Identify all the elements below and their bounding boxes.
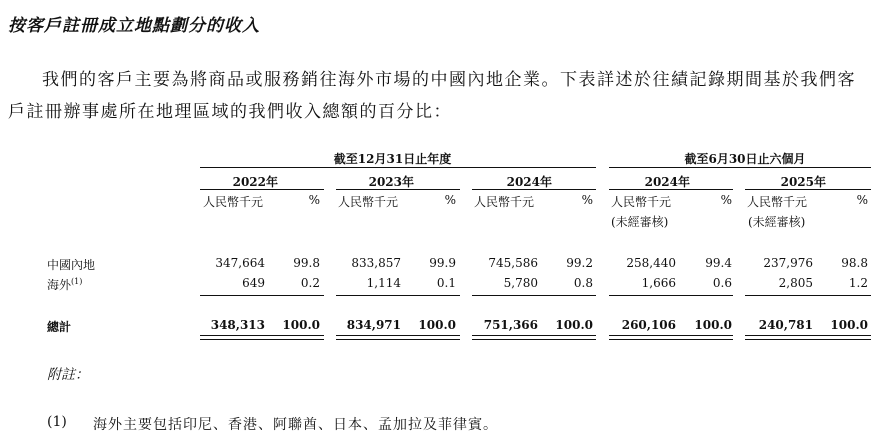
total-double-rule <box>745 335 871 340</box>
intro-paragraph: 我們的客戶主要為將商品或服務銷往海外市場的中國內地企業。下表詳述於往績記錄期間基於我們客戶註冊辦事處所在地理區域的我們收入總額的百分比： <box>8 70 856 122</box>
total-cell: 260,106 <box>621 318 676 332</box>
group-rule-years <box>200 167 596 168</box>
year-header-2025-h1: 2025年 <box>780 175 826 189</box>
table-cell: 99.2 <box>566 256 593 270</box>
unaudited-note: (未經審核) <box>611 215 669 229</box>
footnote-ref: (1) <box>71 277 83 286</box>
pct-header: % <box>856 193 868 207</box>
table-cell: 99.8 <box>293 256 320 270</box>
year-header-2024-h1: 2024年 <box>644 175 690 189</box>
notes-title: 附註： <box>47 367 89 383</box>
total-cell: 100.0 <box>282 318 320 332</box>
year-header-2024: 2024年 <box>506 175 552 189</box>
table-cell: 347,664 <box>215 256 265 270</box>
row-label-total: 總計 <box>47 320 72 334</box>
total-double-rule <box>609 335 733 340</box>
total-cell: 100.0 <box>418 318 456 332</box>
row-label-mainland: 中國內地 <box>47 258 96 272</box>
year-header-2022: 2022年 <box>232 175 278 189</box>
total-cell: 240,781 <box>758 318 813 332</box>
table-cell: 0.1 <box>436 276 456 290</box>
unaudited-note: (未經審核) <box>748 215 806 229</box>
year-rule-2023 <box>336 189 460 190</box>
total-cell: 348,313 <box>210 318 265 332</box>
unit-header: 人民幣千元 <box>747 195 808 209</box>
subtotal-rule <box>609 295 733 296</box>
subtotal-rule <box>745 295 871 296</box>
footnote-number: (1) <box>47 414 67 430</box>
year-rule-2024-h1 <box>609 189 733 190</box>
group-header-six-months: 截至6月30日止六個月 <box>684 152 806 166</box>
total-cell: 100.0 <box>694 318 732 332</box>
total-double-rule <box>336 335 460 340</box>
table-cell: 0.6 <box>712 276 732 290</box>
pct-header: % <box>308 193 320 207</box>
table-cell: 649 <box>242 276 265 290</box>
section-heading: 按客戶註冊成立地點劃分的收入 <box>8 16 260 36</box>
year-header-2023: 2023年 <box>368 175 414 189</box>
row-label-overseas: 海外$^{(1)}$ <box>47 277 83 292</box>
subtotal-rule <box>200 295 324 296</box>
subtotal-rule <box>336 295 460 296</box>
table-cell: 1,114 <box>366 276 401 290</box>
table-cell: 1.2 <box>848 276 868 290</box>
pct-header: % <box>444 193 456 207</box>
table-cell: 0.2 <box>300 276 320 290</box>
total-cell: 100.0 <box>555 318 593 332</box>
subtotal-rule <box>472 295 596 296</box>
year-rule-2022 <box>200 189 324 190</box>
total-cell: 834,971 <box>346 318 401 332</box>
year-rule-2025-h1 <box>745 189 871 190</box>
table-cell: 833,857 <box>351 256 401 270</box>
footnote-text: 海外主要包括印尼、香港、阿聯酋、日本、孟加拉及菲律賓。 <box>93 417 498 433</box>
table-cell: 237,976 <box>763 256 813 270</box>
year-rule-2024 <box>472 189 596 190</box>
unit-header: 人民幣千元 <box>203 195 264 209</box>
table-cell: 258,440 <box>626 256 676 270</box>
unit-header: 人民幣千元 <box>474 195 535 209</box>
table-cell: 98.8 <box>841 256 868 270</box>
total-cell: 751,366 <box>483 318 538 332</box>
group-rule-six-months <box>609 167 871 168</box>
unit-header: 人民幣千元 <box>338 195 399 209</box>
table-cell: 2,805 <box>778 276 813 290</box>
pct-header: % <box>581 193 593 207</box>
group-header-years: 截至12月31日止年度 <box>333 152 452 166</box>
total-double-rule <box>200 335 324 340</box>
table-cell: 5,780 <box>503 276 538 290</box>
table-cell: 745,586 <box>488 256 538 270</box>
table-cell: 99.4 <box>705 256 732 270</box>
unit-header: 人民幣千元 <box>611 195 672 209</box>
table-cell: 99.9 <box>429 256 456 270</box>
table-cell: 0.8 <box>573 276 593 290</box>
total-cell: 100.0 <box>830 318 868 332</box>
pct-header: % <box>720 193 732 207</box>
table-cell: 1,666 <box>641 276 676 290</box>
total-double-rule <box>472 335 596 340</box>
